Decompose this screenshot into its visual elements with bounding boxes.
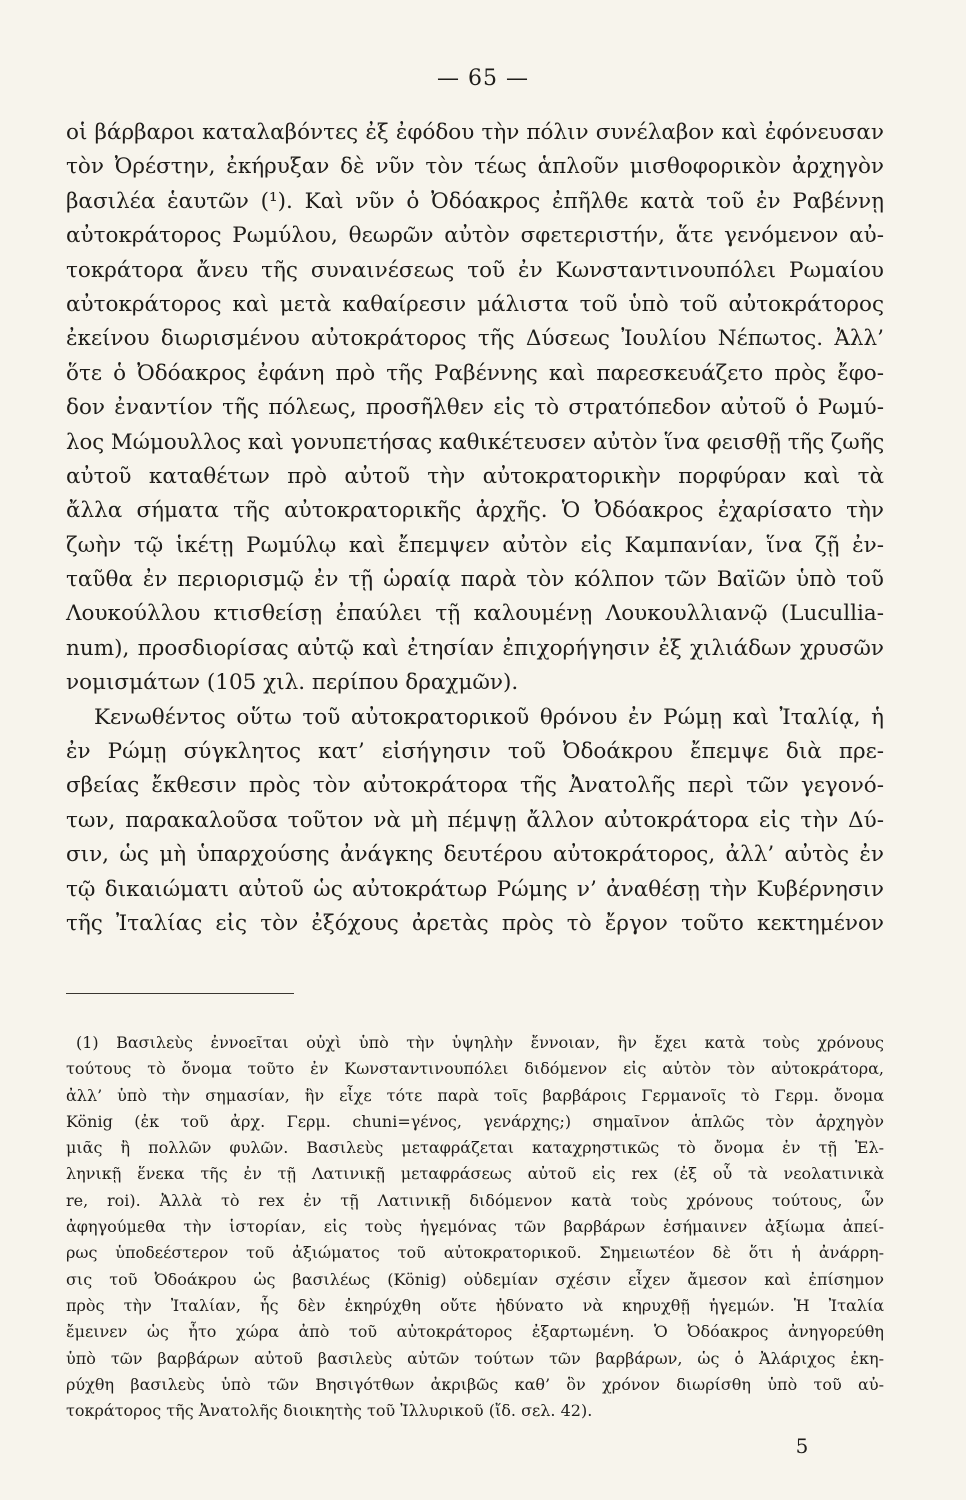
text-line: τῷ δικαιώματι αὐτοῦ ὡς αὐτοκράτωρ Ρώμης ν’ ἀναθέσῃ τὴν Κυβέρνησιν <box>66 876 884 902</box>
text-line: αὐτοκράτορος καὶ μετὰ καθαίρεσιν μάλιστα τοῦ ὑπὸ τοῦ αὐτοκράτορος <box>66 291 884 317</box>
footnote-line: πρὸς τὴν Ἰταλίαν, ἧς δὲν ἐκηρύχθη οὔτε ἠδύνατο νὰ κηρυχθῇ ἡγεμών. Ἡ Ἰταλία <box>66 1295 884 1315</box>
footnote-line: (1) Βασιλεὺς ἐννοεῖται οὐχὶ ὑπὸ τὴν ὑψηλὴν ἔννοιαν, ἣν ἔχει κατὰ τοὺς χρόνους <box>76 1033 884 1052</box>
footnote-divider <box>66 993 294 994</box>
paragraph-start-line: Κενωθέντος οὕτω τοῦ αὐτοκρατορικοῦ θρόνου ἐν Ρώμῃ καὶ Ἰταλίᾳ, ἡ <box>94 704 884 730</box>
footnote-line: ρως ὑποδεέστερον τοῦ ἀξιώματος τοῦ αὐτοκρατορικοῦ. Σημειωτέον δὲ ὅτι ἡ ἀνάρρη- <box>66 1243 884 1263</box>
main-text <box>66 116 884 941</box>
text-line: των, παρακαλοῦσα τοῦτον νὰ μὴ πέμψῃ ἄλλον αὐτοκράτορα εἰς τὴν Δύ- <box>66 807 884 833</box>
text-line: αὐτοῦ καταθέτων πρὸ αὐτοῦ τὴν αὐτοκρατορικὴν πορφύραν καὶ τὰ <box>66 463 884 489</box>
footnote-line: τούτους τὸ ὄνομα τοῦτο ἐν Κωνσταντινουπόλει διδόμενον εἰς αὐτὸν τὸν αὐτοκράτορα, <box>66 1059 884 1079</box>
footnote-line: ὑπὸ τῶν βαρβάρων αὐτοῦ βασιλεὺς αὐτῶν τούτων τῶν βαρβάρων, ὡς ὁ Ἀλάριχος ἐκη- <box>66 1348 884 1368</box>
text-line: ἐν Ρώμῃ σύγκλητος κατ’ εἰσήγησιν τοῦ Ὀδοάκρου ἔπεμψε διὰ πρε- <box>66 739 884 765</box>
text-line: ὅτε ὁ Ὀδόακρος ἐφάνη πρὸ τῆς Ραβέννης καὶ παρεσκευάζετο πρὸς ἔφο- <box>66 360 884 386</box>
text-line: οἱ βάρβαροι καταλαβόντες ἐξ ἐφόδου τὴν πόλιν συνέλαβον καὶ ἐφόνευσαν <box>66 120 884 145</box>
footnote-line: ἀλλ’ ὑπὸ τὴν σημασίαν, ἣν εἶχε τότε παρὰ τοῖς βαρβάροις Γερμανοῖς τὸ Γερμ. ὄνομα <box>66 1085 884 1105</box>
text-line: σιν, ὡς μὴ ὑπαρχούσης ἀνάγκης δευτέρου αὐτοκράτορος, ἀλλ’ αὐτὸς ἐν <box>66 842 884 868</box>
text-line: λος Μώμουλλος καὶ γονυπετήσας καθικέτευσεν αὐτὸν ἵνα φεισθῇ τῆς ζωῆς <box>66 429 885 455</box>
text-line: ταῦθα ἐν περιορισμῷ ἐν τῇ ὡραίᾳ παρὰ τὸν κόλπον τῶν Βαϊῶν ὑπὸ τοῦ <box>66 567 884 593</box>
footnotes <box>66 1030 884 1424</box>
footnote-line: ἔμεινεν ὡς ἦτο χώρα ἀπὸ τοῦ αὐτοκράτορος ἐξαρτωμένη. Ὁ Ὀδόακρος ἀνηγορεύθη <box>66 1322 884 1342</box>
text-line: τοκράτορα ἄνευ τῆς συναινέσεως τοῦ ἐν Κωνσταντινουπόλει Ρωμαίου <box>66 257 884 283</box>
text-line: αὐτοκράτορος Ρωμύλου, θεωρῶν αὐτὸν σφετεριστήν, ἅτε γενόμενον αὐ- <box>66 223 884 249</box>
text-line: τὸν Ὀρέστην, ἐκήρυξαν δὲ νῦν τὸν τέως ἁπλοῦν μισθοφορικὸν ἀρχηγὸν <box>66 154 884 180</box>
text-line: ζωὴν τῷ ἱκέτῃ Ρωμύλῳ καὶ ἔπεμψεν αὐτὸν εἰς Καμπανίαν, ἵνα ζῇ ἐν- <box>66 532 884 558</box>
footnote-line: μιᾶς ἢ πολλῶν φυλῶν. Βασιλεὺς μεταφράζεται καταχρηστικῶς τὸ ὄνομα ἐν τῇ Ἑλ- <box>66 1138 884 1158</box>
text-line: ἄλλα σήματα τῆς αὐτοκρατορικῆς ἀρχῆς. Ὁ Ὀδόακρος ἐχαρίσατο τὴν <box>66 498 884 524</box>
text-line: Λουκούλλου κτισθείσῃ ἐπαύλει τῇ καλουμένῃ Λουκουλλιανῷ (Lucullia- <box>66 601 884 627</box>
footnote-line: re, roi). Ἀλλὰ τὸ rex ἐν τῇ Λατινικῇ διδόμενον κατὰ τοὺς χρόνους τούτους, ὧν <box>66 1190 884 1210</box>
text-line: σβείας ἔκθεσιν πρὸς τὸν αὐτοκράτορα τῆς Ἀνατολῆς περὶ τῶν γεγονό- <box>66 773 884 799</box>
page-number: — 65 — <box>437 66 529 91</box>
footnote-line: ληνικῇ ἕνεκα τῆς ἐν τῇ Λατινικῇ μεταφράσεως αὐτοῦ εἰς rex (ἐξ οὗ τὰ νεολατινικὰ <box>66 1164 884 1184</box>
text-line: δον ἐναντίον τῆς πόλεως, προσῆλθεν εἰς τὸ στρατόπεδον αὐτοῦ ὁ Ρωμύ- <box>66 395 884 421</box>
footnote-line: σις τοῦ Ὀδοάκρου ὡς βασιλέως (König) οὐδεμίαν σχέσιν εἶχεν ἄμεσον καὶ ἐπίσημον <box>66 1269 884 1289</box>
text-line: τῆς Ἰταλίας εἰς τὸν ἐξόχους ἀρετὰς πρὸς τὸ ἔργον τοῦτο κεκτημένον <box>66 910 884 936</box>
signature-mark: 5 <box>795 1434 809 1458</box>
text-line: ἐκείνου διωρισμένου αὐτοκράτορος τῆς Δύσεως Ἰουλίου Νέπωτος. Ἀλλ’ <box>66 326 884 352</box>
text-line: num), προσδιορίσας αὐτῷ καὶ ἐτησίαν ἐπιχορήγησιν ἐξ χιλιάδων χρυσῶν <box>66 635 884 661</box>
text-line: βασιλέα ἑαυτῶν (¹). Καὶ νῦν ὁ Ὀδόακρος ἐπῆλθε κατὰ τοῦ ἐν Ραβέννῃ <box>66 188 884 214</box>
footnote-line: ρύχθη βασιλεὺς ὑπὸ τῶν Βησιγότθων ἀκριβῶς καθ’ ὃν χρόνον διωρίσθη ὑπὸ τοῦ αὐ- <box>66 1374 884 1394</box>
footnote-line: τοκράτορος τῆς Ἀνατολῆς διοικητὴς τοῦ Ἰλλυρικοῦ (ἴδ. σελ. 42). <box>66 1401 593 1421</box>
text-line: νομισμάτων (105 χιλ. περίπου δραχμῶν). <box>66 670 519 696</box>
footnote-line: ἀφηγούμεθα τὴν ἱστορίαν, εἰς τοὺς ἡγεμόνας τῶν βαρβάρων ἐσήμαινεν ἀξίωμα ἀπεί- <box>66 1217 884 1237</box>
footnote-line: König (ἐκ τοῦ ἀρχ. Γερμ. chuni=γένος, γενάρχης;) σημαῖνον ἁπλῶς τὸν ἀρχηγὸν <box>66 1111 884 1131</box>
